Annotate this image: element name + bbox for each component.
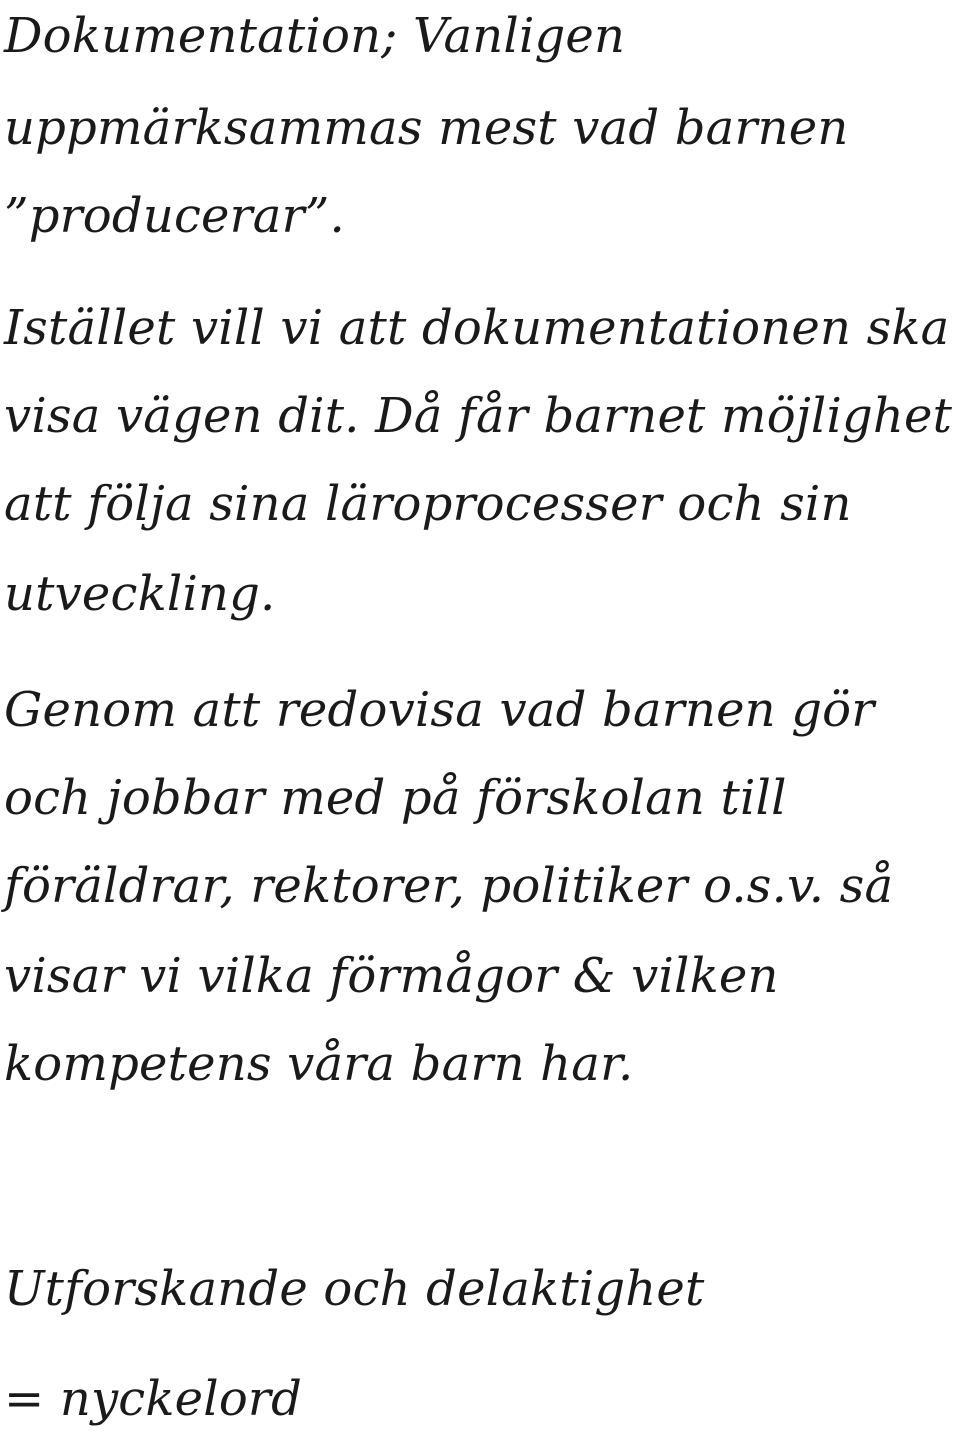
- text-line: visa vägen dit. Då får barnet möjlighet: [4, 388, 953, 444]
- text-line: utveckling.: [4, 566, 276, 622]
- text-line: Utforskande och delaktighet: [4, 1261, 705, 1317]
- text-line: föräldrar, rektorer, politiker o.s.v. så: [4, 858, 894, 914]
- text-line: uppmärksammas mest vad barnen: [4, 100, 849, 156]
- text-line: = nyckelord: [4, 1371, 303, 1427]
- text-line: ”producerar”.: [4, 188, 345, 244]
- text-line: Genom att redovisa vad barnen gör: [4, 682, 875, 738]
- text-line: Dokumentation; Vanligen: [4, 8, 626, 64]
- text-line: Istället vill vi att dokumentationen ska: [4, 300, 950, 356]
- text-line: och jobbar med på förskolan till: [4, 770, 787, 826]
- text-line: att följa sina läroprocesser och sin: [4, 476, 852, 532]
- text-line: kompetens våra barn har.: [4, 1036, 634, 1092]
- text-line: visar vi vilka förmågor & vilken: [4, 948, 779, 1004]
